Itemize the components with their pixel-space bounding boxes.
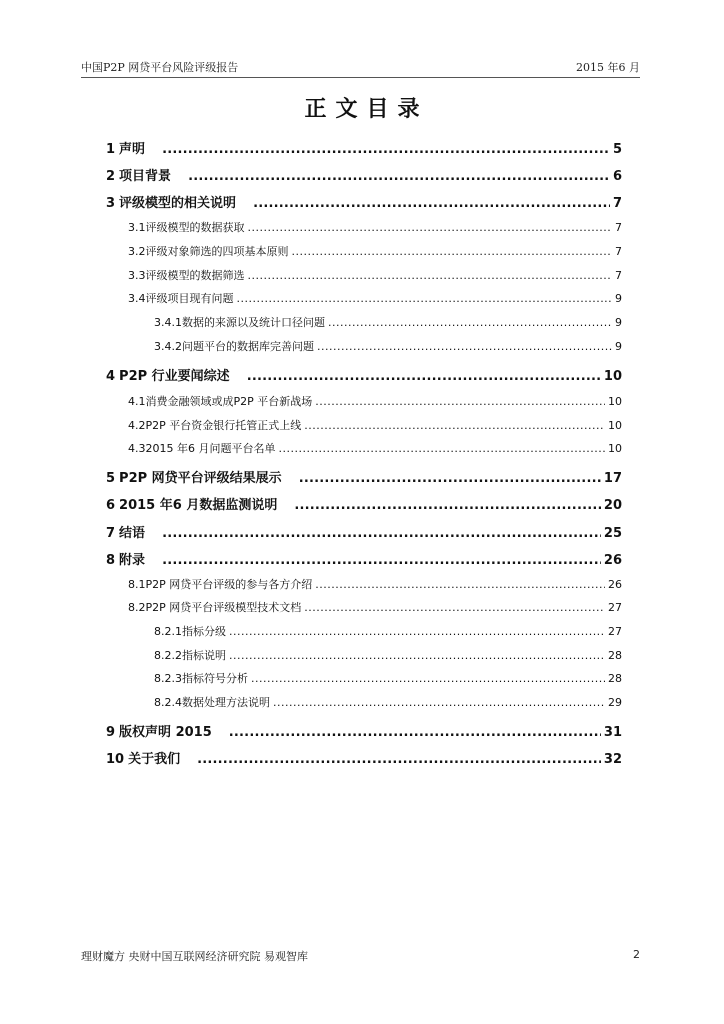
- toc-entry-label: P2P 平台资金银行托管正式上线: [145, 419, 302, 432]
- toc-entry[interactable]: [106, 670, 622, 690]
- toc-entry-number: 3.4: [128, 292, 146, 305]
- toc-leader-dots: [237, 292, 613, 305]
- toc-entry[interactable]: [106, 721, 622, 741]
- toc-entry-label: 评级模型的相关说明: [119, 196, 237, 211]
- toc-entry-number: 4: [106, 369, 116, 384]
- toc-entry[interactable]: [106, 138, 622, 158]
- toc-entry-number: 3.3: [128, 269, 146, 282]
- toc-entry-page: 27: [608, 601, 622, 614]
- toc-entry[interactable]: [106, 165, 622, 185]
- toc-entry-number: 8.1: [128, 578, 146, 591]
- toc-leader-dots: [247, 369, 601, 384]
- toc-entry[interactable]: [106, 219, 622, 239]
- toc-leader-dots: [328, 316, 612, 329]
- toc-entry-page: 10: [608, 419, 622, 432]
- toc-entry-number: 2: [106, 169, 116, 184]
- toc-leader-dots: [299, 471, 601, 486]
- toc-entry-number: 8.2: [128, 601, 146, 614]
- toc-entry[interactable]: [106, 576, 622, 596]
- toc-leader-dots: [162, 142, 610, 157]
- toc-entry-label: P2P 行业要闻综述: [119, 369, 230, 384]
- toc-leader-dots: [248, 269, 613, 282]
- toc-entry-page: 6: [612, 169, 622, 184]
- toc-entry-number: 10: [106, 752, 125, 767]
- toc-entry-number: 8.2.3: [154, 672, 182, 685]
- page-number: 2: [633, 948, 640, 961]
- toc-leader-dots: [279, 442, 606, 455]
- toc-entry-label: 结语: [119, 526, 146, 541]
- toc-entry-page: 20: [603, 498, 622, 513]
- footer-organizations: 理财魔方 央财中国互联网经济研究院 易观智库: [81, 950, 308, 963]
- toc-entry-label: P2P 网贷平台评级结果展示: [119, 471, 282, 486]
- toc-entry-page: 9: [615, 340, 622, 353]
- toc-entry-number: 4.1: [128, 395, 146, 408]
- toc-entry[interactable]: [106, 290, 622, 310]
- toc-leader-dots: [304, 419, 605, 432]
- toc-leader-dots: [162, 526, 601, 541]
- toc-entry[interactable]: [106, 467, 622, 487]
- toc-entry-page: 10: [608, 395, 622, 408]
- toc-entry[interactable]: [106, 365, 622, 385]
- toc-entry-label: 评级对象筛选的四项基本原则: [145, 245, 289, 258]
- toc-entry-label: 问题平台的数据库完善问题: [182, 340, 314, 353]
- toc-entry-number: 3.4.2: [154, 340, 182, 353]
- toc-entry[interactable]: [106, 192, 622, 212]
- toc-entry-page: 9: [615, 316, 622, 329]
- toc-entry-page: 7: [615, 269, 622, 282]
- toc-entry-page: 9: [615, 292, 622, 305]
- toc-entry-number: 8: [106, 553, 116, 568]
- toc-leader-dots: [229, 625, 605, 638]
- toc-entry-page: 25: [603, 526, 622, 541]
- toc-entry-number: 5: [106, 471, 116, 486]
- toc-entry[interactable]: [106, 522, 622, 542]
- toc-entry-number: 3: [106, 196, 116, 211]
- toc-entry-number: 9: [106, 725, 116, 740]
- toc-entry-label: 2015 年6 月数据监测说明: [119, 498, 278, 513]
- toc-entry[interactable]: [106, 549, 622, 569]
- toc-entry-label: 数据的来源以及统计口径问题: [182, 316, 325, 329]
- toc-entry-page: 32: [603, 752, 622, 767]
- toc-leader-dots: [315, 578, 605, 591]
- toc-entry-label: 评级模型的数据筛选: [145, 269, 245, 282]
- toc-leader-dots: [188, 169, 610, 184]
- toc-leader-dots: [294, 498, 601, 513]
- page-title: 正文目录: [304, 96, 429, 122]
- toc-entry-page: 17: [603, 471, 622, 486]
- toc-entry-label: 版权声明 2015: [119, 725, 212, 740]
- toc-entry-page: 26: [603, 553, 622, 568]
- toc-entry-page: 28: [608, 649, 622, 662]
- toc-entry-page: 7: [612, 196, 622, 211]
- toc-entry-page: 29: [608, 696, 622, 709]
- toc-leader-dots: [248, 221, 613, 234]
- toc-entry-label: 指标符号分析: [182, 672, 248, 685]
- toc-entry-label: P2P 网贷平台评级模型技术文档: [145, 601, 302, 614]
- toc-entry-number: 3.2: [128, 245, 146, 258]
- header-divider: [81, 77, 640, 78]
- toc-entry-number: 8.2.4: [154, 696, 182, 709]
- toc-leader-dots: [292, 245, 613, 258]
- toc-entry[interactable]: [106, 243, 622, 263]
- toc-entry-page: 31: [603, 725, 622, 740]
- toc-entry-label: 项目背景: [119, 169, 172, 184]
- toc-entry-label: 数据处理方法说明: [182, 696, 270, 709]
- toc-entry-page: 28: [608, 672, 622, 685]
- toc-leader-dots: [304, 601, 605, 614]
- toc-entry-page: 27: [608, 625, 622, 638]
- toc-entry-page: 5: [612, 142, 622, 157]
- toc-entry[interactable]: [106, 647, 622, 667]
- toc-entry-number: 1: [106, 142, 116, 157]
- toc-leader-dots: [162, 553, 601, 568]
- toc-entry-number: 3.4.1: [154, 316, 182, 329]
- toc-entry-label: 评级模型的数据获取: [145, 221, 245, 234]
- toc-entry[interactable]: [106, 694, 622, 714]
- toc-entry-page: 10: [603, 369, 622, 384]
- toc-entry[interactable]: [106, 338, 622, 358]
- toc-entry[interactable]: [106, 314, 622, 334]
- toc-entry-page: 10: [608, 442, 622, 455]
- toc-entry[interactable]: [106, 267, 622, 287]
- toc-leader-dots: [273, 696, 605, 709]
- toc-leader-dots: [315, 395, 605, 408]
- toc-entry-label: 评级项目现有问题: [145, 292, 234, 305]
- toc-entry-page: 26: [608, 578, 622, 591]
- toc-leader-dots: [197, 752, 601, 767]
- toc-entry[interactable]: [106, 417, 622, 437]
- toc-entry-page: 7: [615, 245, 622, 258]
- toc-entry[interactable]: [106, 494, 622, 514]
- toc-entry-number: 3.1: [128, 221, 146, 234]
- header-date: 2015 年6 月: [576, 61, 640, 74]
- toc-entry[interactable]: [106, 393, 622, 413]
- toc-entry-number: 4.3: [128, 442, 146, 455]
- toc-leader-dots: [253, 196, 610, 211]
- toc-entry-number: 4.2: [128, 419, 146, 432]
- toc-leader-dots: [229, 649, 605, 662]
- toc-entry[interactable]: [106, 599, 622, 619]
- toc-entry-page: 7: [615, 221, 622, 234]
- toc-entry-label: 消费金融领域或成P2P 平台新战场: [145, 395, 313, 408]
- page-footer: [81, 948, 640, 964]
- toc-entry-number: 7: [106, 526, 116, 541]
- toc-entry[interactable]: [106, 748, 622, 768]
- toc-entry-label: 指标分级: [182, 625, 226, 638]
- toc-entry[interactable]: [106, 440, 622, 460]
- toc-entry-label: 指标说明: [182, 649, 226, 662]
- page-header: [81, 59, 640, 75]
- header-report-title: 中国P2P 网贷平台风险评级报告: [81, 61, 239, 74]
- toc-entry-number: 8.2.2: [154, 649, 182, 662]
- toc-entry-number: 8.2.1: [154, 625, 182, 638]
- toc-entry-label: P2P 网贷平台评级的参与各方介绍: [145, 578, 313, 591]
- toc-leader-dots: [229, 725, 601, 740]
- toc-entry[interactable]: [106, 623, 622, 643]
- toc-leader-dots: [251, 672, 605, 685]
- toc-entry-number: 6: [106, 498, 116, 513]
- toc-entry-label: 2015 年6 月问题平台名单: [145, 442, 276, 455]
- toc-entry-label: 附录: [119, 553, 146, 568]
- toc-entry-label: 关于我们: [128, 752, 181, 767]
- toc-entry-label: 声明: [119, 142, 146, 157]
- toc-leader-dots: [317, 340, 612, 353]
